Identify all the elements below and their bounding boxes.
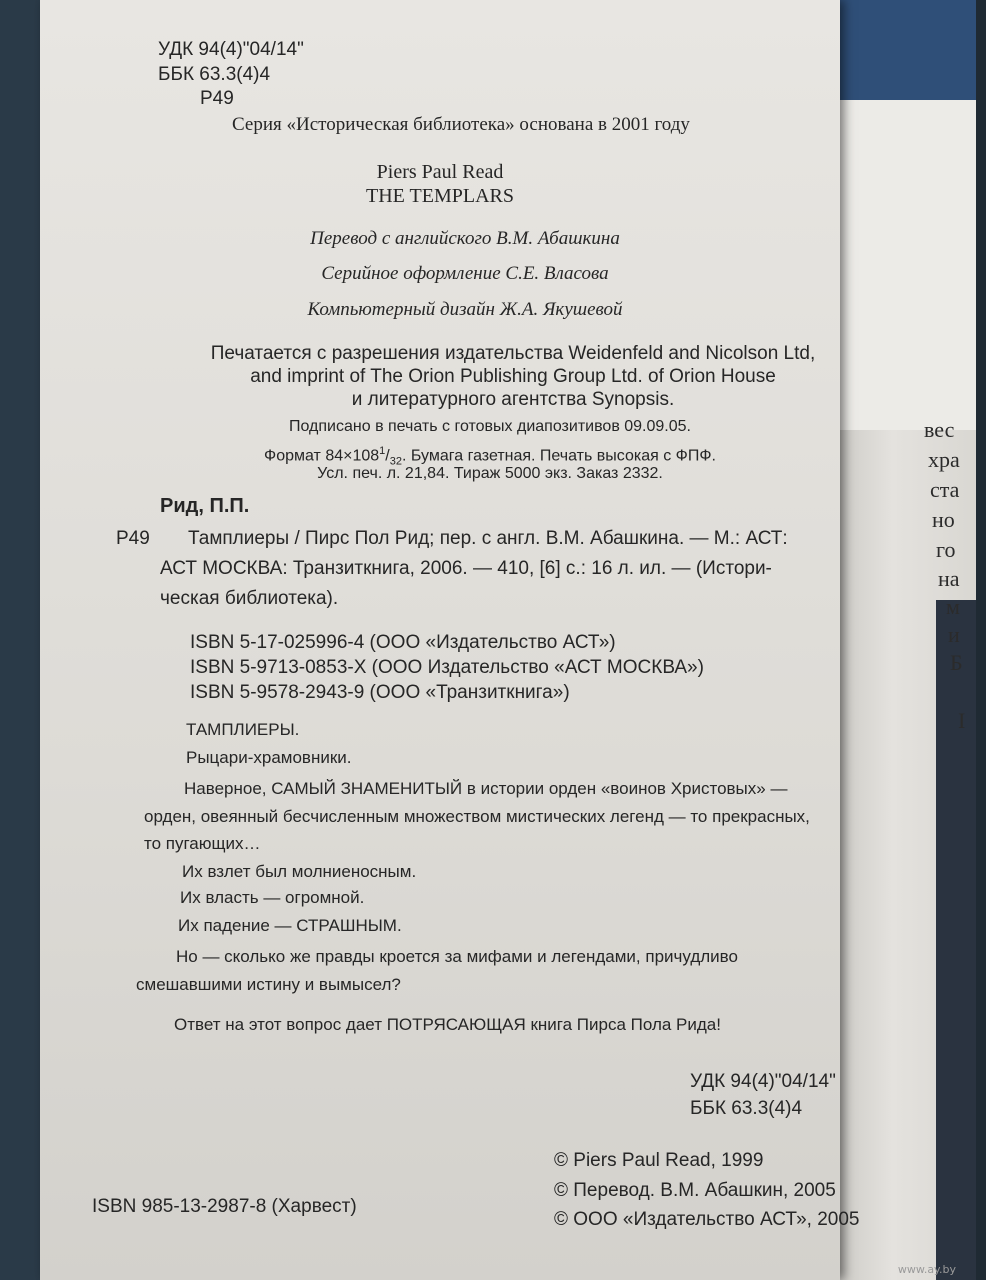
- adjacent-page-fragment: на: [938, 566, 960, 591]
- permission-line: and imprint of The Orion Publishing Group Ltd. of Orion House: [250, 366, 776, 387]
- adjacent-page-fragment: Б: [950, 650, 963, 675]
- annotation-question-line: смешавшими истину и вымысел?: [136, 975, 401, 994]
- annotation-question-line: Но — сколько же правды кроется за мифами и легендами, причудливо: [176, 947, 738, 966]
- isbn-line: ISBN 5-9713-0853-X (ООО Издательство «АСТ МОСКВА»): [190, 657, 704, 678]
- adjacent-page-fragment: но: [932, 507, 955, 532]
- catalog-line: АСТ МОСКВА: Транзиткнига, 2006. — 410, [6] с.: 16 л. ил. — (Истори-: [160, 558, 772, 579]
- udk-code: УДК 94(4)"04/14": [158, 39, 304, 60]
- blue-cover-edge: [836, 0, 976, 100]
- format-suffix: . Бумага газетная. Печать высокая с ФПФ.: [402, 447, 716, 465]
- annotation-rise: Их взлет был молниеносным.: [182, 862, 417, 881]
- translator-credit: Перевод с английского В.М. Абашкина: [310, 228, 620, 249]
- isbn-line: ISBN 5-9578-2943-9 (ООО «Транзиткнига»): [190, 682, 570, 703]
- catalog-code: Р49: [116, 528, 150, 549]
- watermark: www.ay.by: [897, 1263, 956, 1276]
- adjacent-page-fragment: хра: [928, 447, 960, 472]
- adjacent-page-fragment: вес: [924, 417, 955, 442]
- adjacent-page-fragment: I: [958, 708, 966, 733]
- isbn-harvest: ISBN 985-13-2987-8 (Харвест): [92, 1196, 357, 1217]
- series-design-credit: Серийное оформление С.Е. Власова: [321, 263, 609, 284]
- format-denominator: 32: [389, 455, 402, 468]
- annotation-answer: Ответ на этот вопрос дает ПОТРЯСАЮЩАЯ книга Пирса Пола Рида!: [174, 1015, 721, 1034]
- original-author: Piers Paul Read: [376, 161, 504, 183]
- imprint-page: [40, 0, 860, 1280]
- annotation-paragraph-line: орден, овеянный бесчисленным множеством мистических легенд — то прекрасных,: [144, 807, 810, 826]
- permission-line: Печатается с разрешения издательства Weidenfeld and Nicolson Ltd,: [210, 343, 816, 364]
- adjacent-page-fragment: и: [948, 622, 960, 647]
- computer-design-credit: Компьютерный дизайн Ж.А. Якушевой: [307, 299, 623, 320]
- annotation-power: Их власть — огромной.: [180, 888, 365, 907]
- catalog-line: ческая библиотека).: [160, 588, 339, 609]
- adjacent-page-fragment: го: [936, 537, 956, 562]
- copyright-line: © ООО «Издательство АСТ», 2005: [554, 1209, 860, 1230]
- annotation-title: ТАМПЛИЕРЫ.: [186, 720, 300, 739]
- footer-udk: УДК 94(4)"04/14": [690, 1071, 836, 1092]
- bbk-code: ББК 63.3(4)4: [158, 64, 271, 85]
- catalog-author-heading: Рид, П.П.: [160, 495, 250, 517]
- adjacent-page-fragment: м: [946, 594, 960, 619]
- format-prefix: Формат 84×108: [264, 447, 380, 465]
- annotation-fall: Их падение — СТРАШНЫМ.: [178, 916, 402, 935]
- print-volume: Усл. печ. л. 21,84. Тираж 5000 экз. Заказ 2332.: [317, 465, 663, 482]
- isbn-line: ISBN 5-17-025996-4 (ООО «Издательство АСТ»): [190, 632, 616, 653]
- adjacent-page: [836, 0, 976, 1280]
- author-sign-code: Р49: [200, 88, 234, 109]
- format-numerator: 1: [379, 445, 386, 457]
- original-title: THE TEMPLARS: [366, 185, 514, 207]
- print-format: Формат $84\times 108^1/_{32}$. Бумага газетная. Печать высокая с ФПФ.: [264, 445, 716, 468]
- annotation-subtitle: Рыцари-храмовники.: [186, 748, 352, 767]
- adjacent-page-fragment: ста: [930, 477, 960, 502]
- copyright-line: © Piers Paul Read, 1999: [554, 1150, 764, 1171]
- signed-to-print: Подписано в печать с готовых диапозитивов 09.09.05.: [289, 418, 691, 435]
- annotation-paragraph-line: Наверное, САМЫЙ ЗНАМЕНИТЫЙ в истории орден «воинов Христовых» —: [184, 779, 788, 798]
- dark-edge: [936, 600, 976, 1280]
- series-note: Серия «Историческая библиотека» основана в 2001 году: [232, 114, 690, 135]
- permission-line: и литературного агентства Synopsis.: [351, 389, 675, 410]
- copyright-line: © Перевод. В.М. Абашкин, 2005: [554, 1180, 836, 1201]
- catalog-line: Тамплиеры / Пирс Пол Рид; пер. с англ. В.М. Абашкина. — М.: АСТ:: [188, 528, 788, 549]
- footer-bbk: ББК 63.3(4)4: [690, 1098, 803, 1119]
- annotation-paragraph-line: то пугающих…: [144, 834, 261, 853]
